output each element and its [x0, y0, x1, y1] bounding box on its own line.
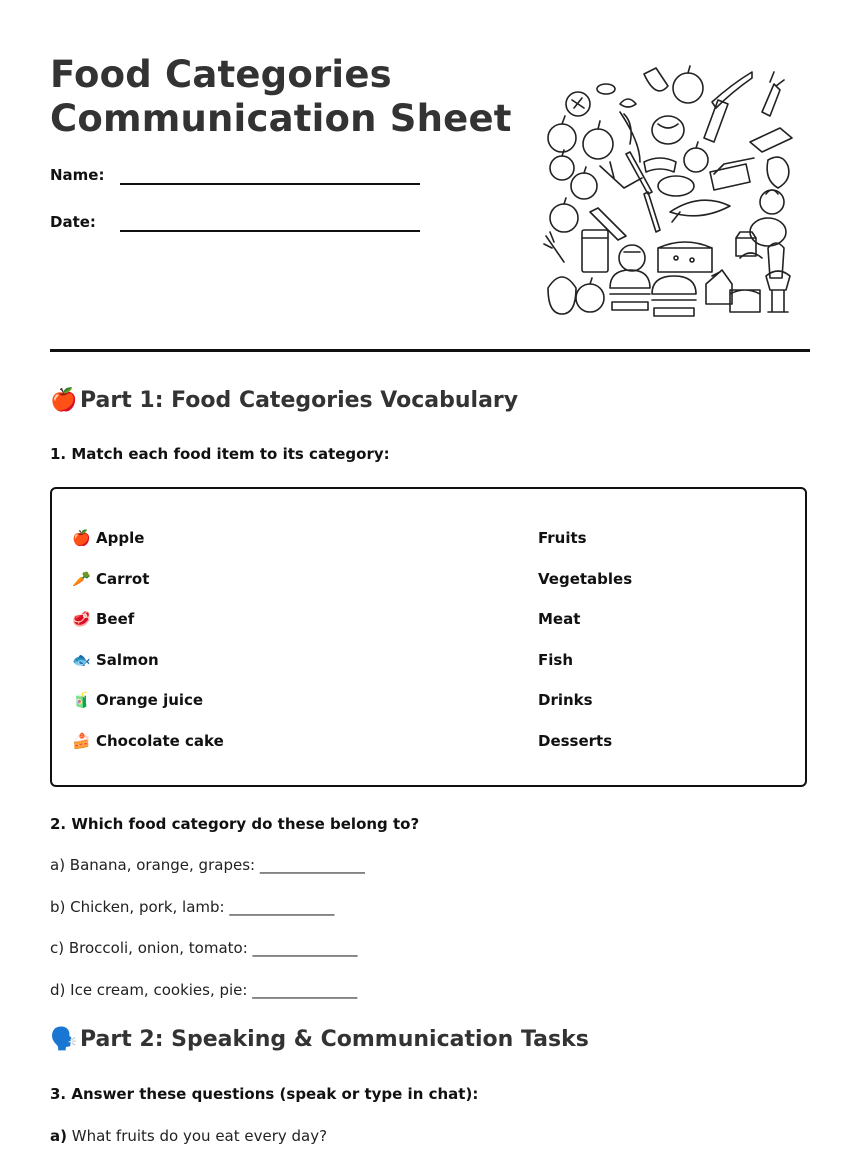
part1-heading [50, 388, 518, 413]
category-vegetables[interactable]: Vegetables [538, 570, 633, 588]
speaking-head-icon: 🗣️ [50, 1027, 78, 1052]
match-item-salmon[interactable] [72, 651, 159, 669]
answer-a[interactable] [50, 1127, 327, 1145]
matching-box [50, 487, 807, 787]
fish-icon: 🐟 [72, 651, 91, 669]
match-item-apple[interactable] [72, 529, 144, 547]
name-label: Name: [50, 166, 105, 184]
fill-in-c[interactable]: c) Broccoli, onion, tomato: ______________ [50, 939, 358, 957]
page-title [50, 53, 520, 141]
date-field [50, 213, 96, 231]
meat-icon: 🥩 [72, 610, 91, 628]
category-fish[interactable]: Fish [538, 651, 573, 669]
apple-icon: 🍎 [50, 388, 78, 413]
category-meat[interactable]: Meat [538, 610, 581, 628]
answer-a-prefix: a) [50, 1127, 67, 1145]
apple-icon: 🍎 [72, 529, 91, 547]
carrot-icon: 🥕 [72, 570, 91, 588]
match-item-label: Beef [96, 610, 135, 628]
match-item-label: Orange juice [96, 691, 204, 709]
question-3: 3. Answer these questions (speak or type in chat): [50, 1085, 479, 1103]
question-2: 2. Which food category do these belong to? [50, 815, 420, 833]
title-line-1: Food Categories [50, 53, 392, 96]
match-item-beef[interactable] [72, 610, 134, 628]
cake-icon: 🍰 [72, 732, 91, 750]
question-1: 1. Match each food item to its category: [50, 445, 390, 463]
fill-in-a[interactable]: a) Banana, orange, grapes: ______________ [50, 856, 365, 874]
match-item-label: Carrot [96, 570, 150, 588]
answer-a-text: What fruits do you eat every day? [66, 1127, 328, 1145]
match-item-chocolate-cake[interactable] [72, 732, 224, 750]
date-label: Date: [50, 213, 96, 231]
category-desserts[interactable]: Desserts [538, 732, 613, 750]
fill-in-b[interactable]: b) Chicken, pork, lamb: ______________ [50, 898, 335, 916]
date-blank-line[interactable] [120, 230, 420, 232]
juice-box-icon: 🧃 [72, 691, 91, 709]
match-item-carrot[interactable] [72, 570, 149, 588]
food-illustration [540, 62, 802, 320]
part2-heading-text: Part 2: Speaking & Communication Tasks [80, 1027, 589, 1052]
match-item-label: Salmon [96, 651, 159, 669]
header-divider [50, 349, 810, 352]
category-fruits[interactable]: Fruits [538, 529, 587, 547]
match-item-orange-juice[interactable] [72, 691, 203, 709]
name-field [50, 166, 104, 184]
category-drinks[interactable]: Drinks [538, 691, 593, 709]
name-blank-line[interactable] [120, 183, 420, 185]
match-item-label: Chocolate cake [96, 732, 224, 750]
part1-heading-text: Part 1: Food Categories Vocabulary [80, 388, 519, 413]
fill-in-d[interactable]: d) Ice cream, cookies, pie: ______________ [50, 981, 358, 999]
title-line-2: Communication Sheet [50, 97, 512, 140]
match-item-label: Apple [96, 529, 145, 547]
part2-heading [50, 1027, 589, 1052]
